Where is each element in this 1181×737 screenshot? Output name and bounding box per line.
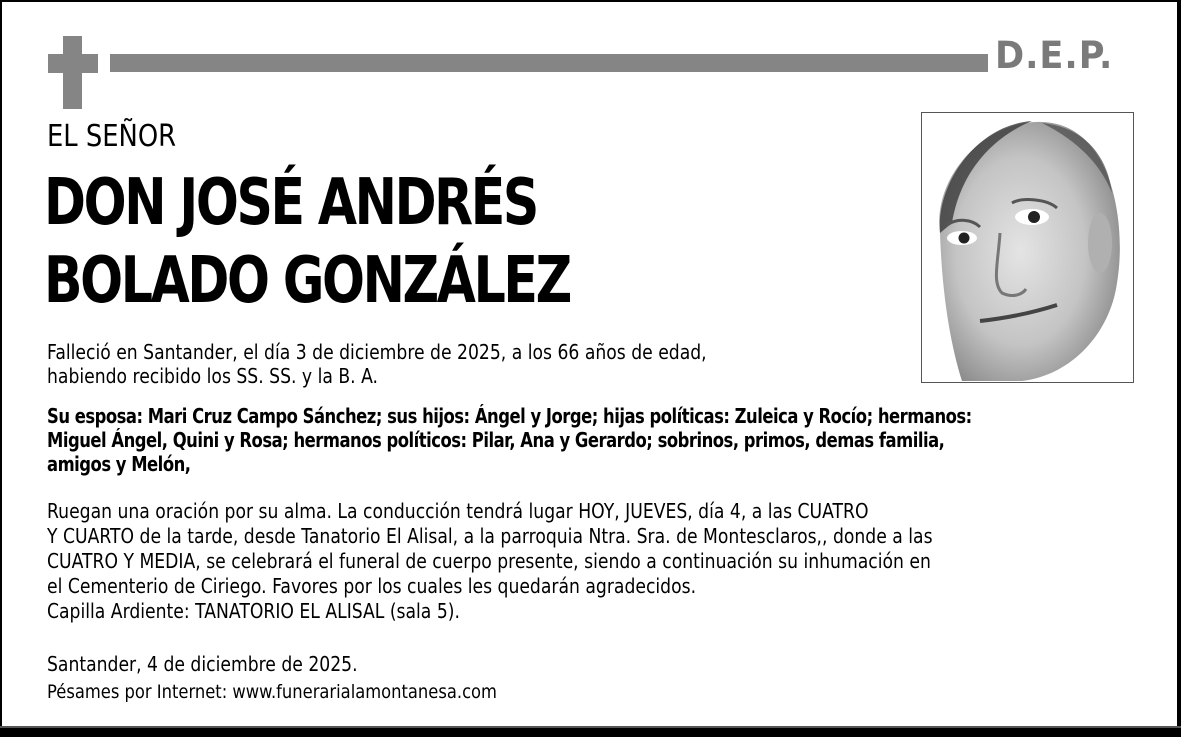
place-date: Santander, 4 de diciembre de 2025. (47, 652, 358, 676)
ceremony-details (47, 499, 933, 624)
ceremony-line: Capilla Ardiente: TANATORIO EL ALISAL (sala 5). (47, 599, 460, 623)
deceased-name (44, 165, 570, 321)
family-line: amigos y Melón, (47, 452, 191, 476)
border-bottom (0, 728, 1181, 737)
portrait-image (922, 113, 1132, 381)
death-notice (47, 340, 707, 388)
border-left (0, 0, 2, 737)
border-right (1177, 0, 1181, 737)
family-line: Miguel Ángel, Quini y Rosa; hermanos políticos: Pilar, Ana y Gerardo; sobrinos, primos, demas familia, (47, 428, 945, 452)
ceremony-line: CUATRO Y MEDIA, se celebrará el funeral de cuerpo presente, siendo a continuación su inhumación en (47, 549, 931, 573)
header-rule (110, 54, 988, 72)
family-line: Su esposa: Mari Cruz Campo Sánchez; sus hijos: Ángel y Jorge; hijas políticas: Zuleica y Rocío; hermanos: (47, 404, 972, 428)
name-line-2: BOLADO GONZÁLEZ (44, 244, 570, 318)
name-line-1: DON JOSÉ ANDRÉS (44, 166, 537, 240)
ceremony-line: Ruegan una oración por su alma. La conducción tendrá lugar HOY, JUEVES, día 4, a las CUATRO (47, 499, 869, 523)
portrait-photo (921, 112, 1134, 383)
death-notice-line: habiendo recibido los SS. SS. y la B. A. (47, 364, 379, 388)
family-list (47, 404, 972, 476)
death-notice-line: Falleció en Santander, el día 3 de diciembre de 2025, a los 66 años de edad, (47, 340, 707, 364)
honorific: EL SEÑOR (47, 119, 177, 154)
condolences-link[interactable]: Pésames por Internet: www.funerarialamontanesa.com (47, 681, 497, 703)
dep-label: D.E.P. (995, 34, 1114, 77)
cross-horizontal-bar (48, 54, 98, 73)
ceremony-line: el Cementerio de Ciriego. Favores por los cuales les quedarán agradecidos. (47, 574, 697, 598)
border-top (0, 0, 1181, 2)
ceremony-line: Y CUARTO de la tarde, desde Tanatorio El Alisal, a la parroquia Ntra. Sra. de Montesclaros,, donde a las (47, 524, 933, 548)
